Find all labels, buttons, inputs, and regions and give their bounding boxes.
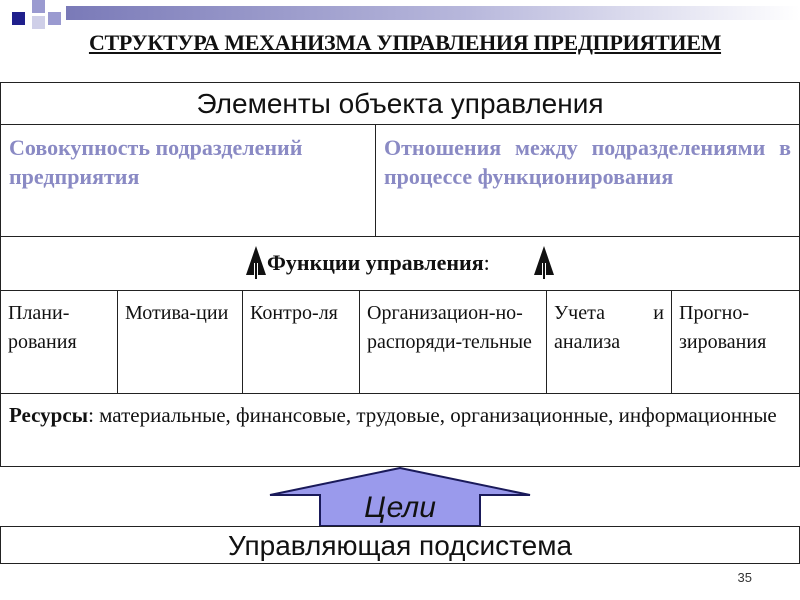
- management-subsystem: Управляющая подсистема: [0, 526, 800, 564]
- header-decor-bar: [66, 6, 800, 20]
- tree-icon: [533, 245, 555, 281]
- tree-icon: [245, 245, 267, 281]
- resources-row: [0, 393, 800, 467]
- object-elements-header: Элементы объекта управления: [0, 82, 800, 125]
- functions-row: [0, 236, 800, 291]
- function-organizational: Организацион-но-распоряди-тельные: [359, 290, 547, 394]
- resources-text: : материальные, финансовые, трудовые, организационные, информационные: [88, 403, 777, 427]
- function-motivation: Мотива-ции: [117, 290, 243, 394]
- page-number: 35: [737, 570, 752, 585]
- decor-square: [32, 16, 45, 29]
- decor-square: [12, 12, 25, 25]
- goals-label: Цели: [364, 491, 436, 524]
- function-forecasting: Прогно-зирования: [671, 290, 800, 394]
- function-planning: Плани-рования: [0, 290, 118, 394]
- function-accounting: Учета и анализа: [546, 290, 672, 394]
- goals-arrow: [268, 467, 532, 527]
- decor-square: [48, 12, 61, 25]
- resources-label: Ресурсы: [9, 403, 89, 427]
- function-control: Контро-ля: [242, 290, 360, 394]
- object-element-relations: Отношения между подразделениями в процессе функционирования: [375, 124, 800, 237]
- decor-square: [32, 0, 45, 13]
- slide-title: СТРУКТУРА МЕХАНИЗМА УПРАВЛЕНИЯ ПРЕДПРИЯТИЕМ: [88, 30, 722, 55]
- object-element-subdivisions: Совокупность подразделений предприятия: [0, 124, 376, 237]
- functions-label: Функции управления:: [267, 250, 490, 275]
